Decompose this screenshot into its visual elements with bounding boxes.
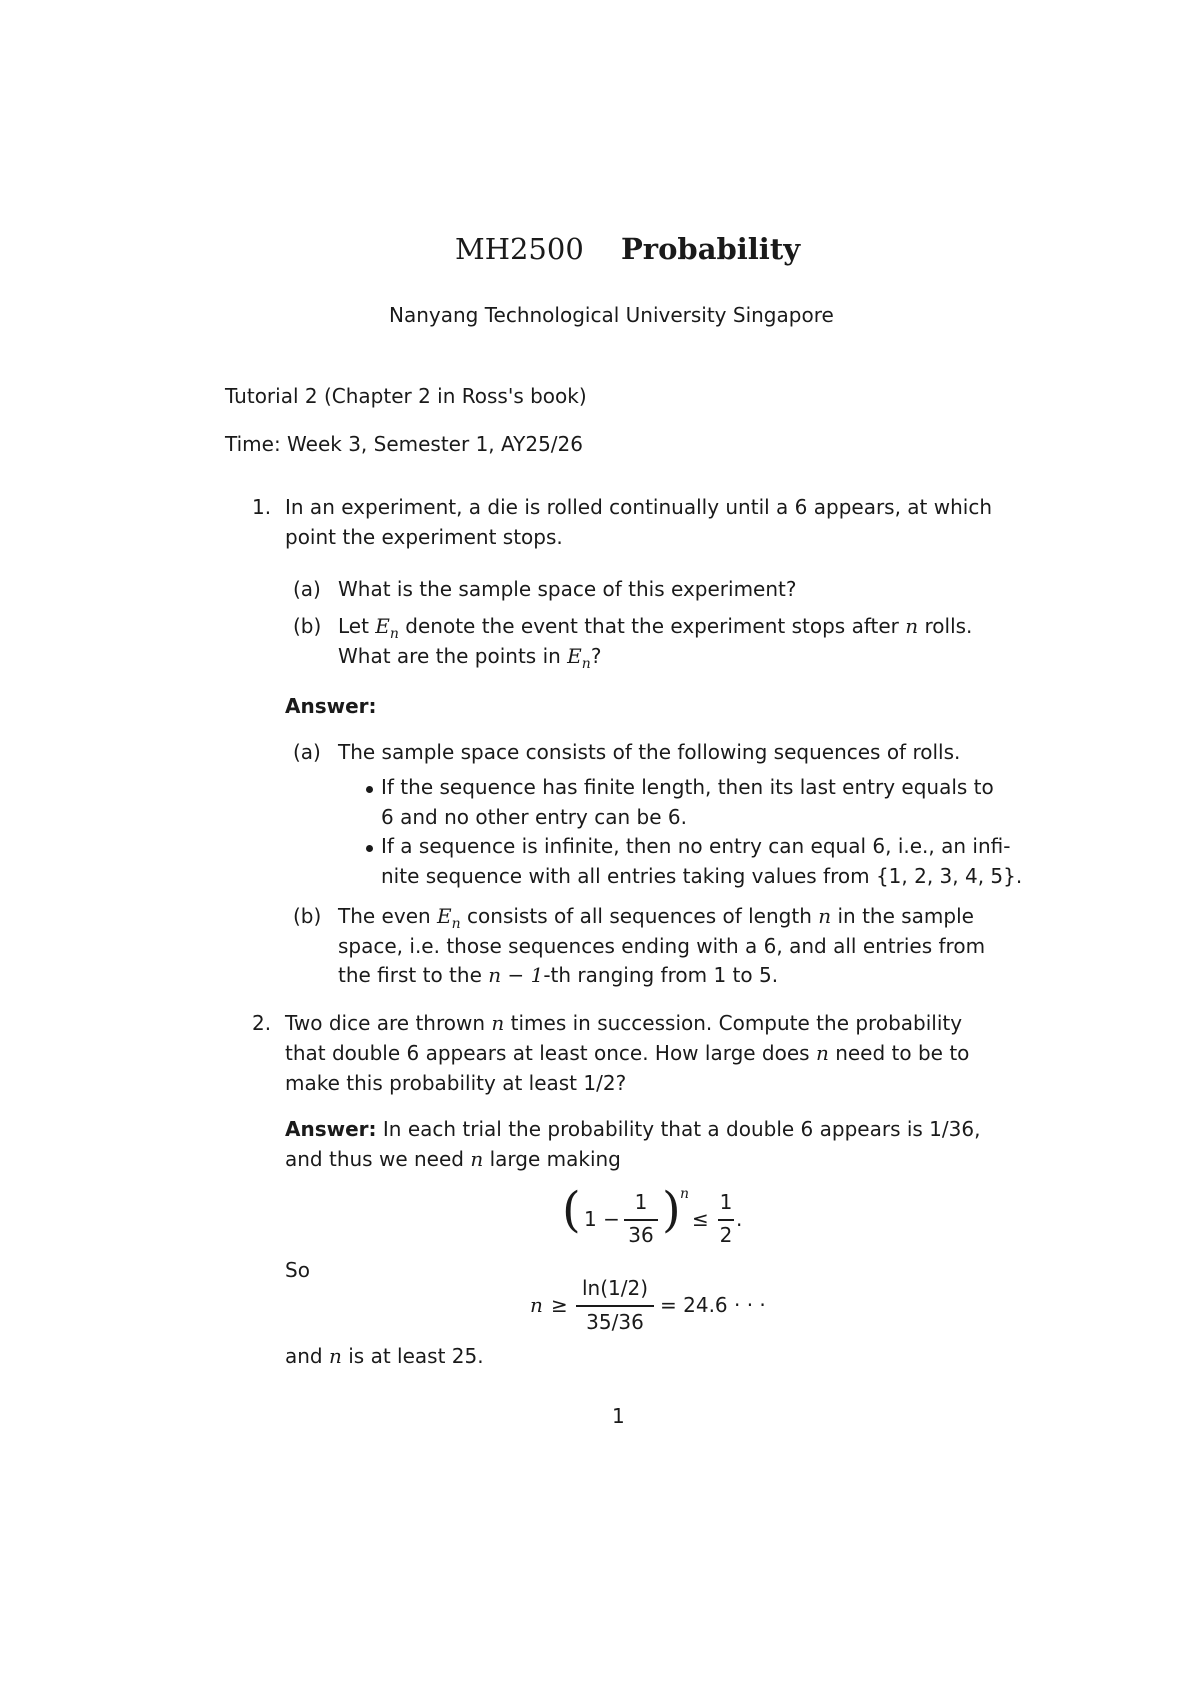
q1-b-line2-post: ? xyxy=(590,644,602,668)
q2-line1-post: times in succession. Compute the probability xyxy=(510,1011,963,1035)
eq1-exponent: n xyxy=(680,1186,690,1202)
q1-b-let: Let xyxy=(338,614,369,638)
eq2-den: 35/36 xyxy=(586,1310,644,1334)
q2-line2-n: n xyxy=(815,1041,829,1065)
eq1-bar xyxy=(624,1219,658,1221)
eq2-bar xyxy=(576,1305,654,1307)
q1-ans-b-n-sub: n xyxy=(451,916,461,932)
q2-line2 xyxy=(285,1041,969,1065)
q2-line2-pre: that double 6 appears at least once. How large does xyxy=(285,1041,810,1065)
q1-ans-b-line3-post: -th ranging from 1 to 5. xyxy=(543,963,779,987)
institution: Nanyang Technological University Singapore xyxy=(389,303,834,327)
bullet1-line1: If the sequence has finite length, then its last entry equals to xyxy=(381,775,994,799)
q2-number: 2. xyxy=(252,1011,272,1035)
q1-ans-b-pre: The even xyxy=(338,904,431,928)
q1-ans-b-post: in the sample xyxy=(837,904,974,928)
q1-ans-b-mid: consists of all sequences of length xyxy=(467,904,812,928)
q2-answer-line2-pre: and thus we need xyxy=(285,1147,464,1171)
q1-a-text: What is the sample space of this experiment? xyxy=(338,577,797,601)
eq1-num: 1 xyxy=(634,1190,648,1214)
so-label: So xyxy=(285,1258,310,1282)
q2-final-pre: and xyxy=(285,1344,323,1368)
eq1-den: 36 xyxy=(628,1223,654,1247)
q1-b-line1 xyxy=(338,614,972,642)
q1-ans-a-text: The sample space consists of the following sequences of rolls. xyxy=(338,740,961,764)
q2-final-post: is at least 25. xyxy=(348,1344,484,1368)
eq2-rhs: = 24.6 · · · xyxy=(660,1293,766,1317)
q1-answer-label: Answer: xyxy=(285,694,377,718)
q1-b-E: E xyxy=(375,614,390,638)
q1-b-rest2: rolls. xyxy=(924,614,973,638)
q2-answer-line2-post: large making xyxy=(489,1147,621,1171)
eq2-geq: ≥ xyxy=(551,1293,568,1317)
q1-ans-b-line2: space, i.e. those sequences ending with a 6, and all entries from xyxy=(338,934,986,958)
q1-ans-b-E: E xyxy=(437,904,452,928)
q1-number: 1. xyxy=(252,495,272,519)
q1-ans-a-label: (a) xyxy=(293,740,321,764)
q2-line1-n: n xyxy=(491,1011,505,1035)
q2-answer-text: In each trial the probability that a double 6 appears is 1/36, xyxy=(382,1117,981,1141)
q1-ans-b-line3-expr: n − 1 xyxy=(488,963,544,987)
q2-final-n: n xyxy=(329,1344,342,1368)
q2-answer-line2 xyxy=(285,1147,621,1171)
q1-text-line2: point the experiment stops. xyxy=(285,525,563,549)
q1-ans-b-n: n xyxy=(818,904,832,928)
bullet2-line1: If a sequence is infinite, then no entry can equal 6, i.e., an infi- xyxy=(381,834,1011,858)
q2-answer-label: Answer: xyxy=(285,1117,377,1141)
q2-line1 xyxy=(285,1011,962,1035)
page-number: 1 xyxy=(612,1404,625,1428)
q1-ans-b-line3 xyxy=(338,963,778,987)
q2-answer-line1 xyxy=(285,1117,980,1141)
course-name: Probability xyxy=(621,232,801,266)
tutorial-line: Tutorial 2 (Chapter 2 in Ross's book) xyxy=(225,384,587,408)
q1-b-label: (b) xyxy=(293,614,322,638)
q1-text-line1: In an experiment, a die is rolled continually until a 6 appears, at which xyxy=(285,495,993,519)
eq1-leq: ≤ xyxy=(692,1207,709,1231)
q1-ans-b-line1 xyxy=(338,904,974,932)
eq1-rbar xyxy=(718,1219,734,1221)
q1-b-n-sub: n xyxy=(389,626,399,642)
q2-final-line xyxy=(285,1344,484,1368)
eq1-right-paren: ) xyxy=(662,1182,681,1238)
bullet2-line2: nite sequence with all entries taking values from {1, 2, 3, 4, 5}. xyxy=(381,864,1023,888)
eq1-rden: 2 xyxy=(719,1223,733,1247)
q1-a-label: (a) xyxy=(293,577,321,601)
q1-ans-b-line3-pre: the first to the xyxy=(338,963,482,987)
course-code: MH2500 xyxy=(455,232,584,266)
eq1-period: . xyxy=(736,1207,743,1231)
eq1-rnum: 1 xyxy=(719,1190,733,1214)
q1-ans-b-label: (b) xyxy=(293,904,322,928)
eq1-one-minus: 1 − xyxy=(584,1207,620,1231)
q2-line1-pre: Two dice are thrown xyxy=(285,1011,486,1035)
bullet1-line2: 6 and no other entry can be 6. xyxy=(381,805,687,829)
eq1-left-paren: ( xyxy=(562,1182,581,1238)
q2-line2-post: need to be to xyxy=(835,1041,970,1065)
eq2-lhs: n xyxy=(530,1293,543,1317)
q1-b-rest1: denote the event that the experiment stops after xyxy=(405,614,899,638)
eq2-num: ln(1/2) xyxy=(581,1276,649,1300)
q1-b-line2-pre: What are the points in xyxy=(338,644,561,668)
q2-line3: make this probability at least 1/2? xyxy=(285,1071,627,1095)
q2-answer-line2-n: n xyxy=(470,1147,484,1171)
q1-b-line2-n-sub: n xyxy=(581,656,591,672)
q1-b-line2 xyxy=(338,644,601,672)
q1-b-line2-E: E xyxy=(567,644,582,668)
time-line: Time: Week 3, Semester 1, AY25/26 xyxy=(225,432,583,456)
bullet-1 xyxy=(366,786,373,793)
bullet-2 xyxy=(366,845,373,852)
q1-b-n: n xyxy=(905,614,919,638)
